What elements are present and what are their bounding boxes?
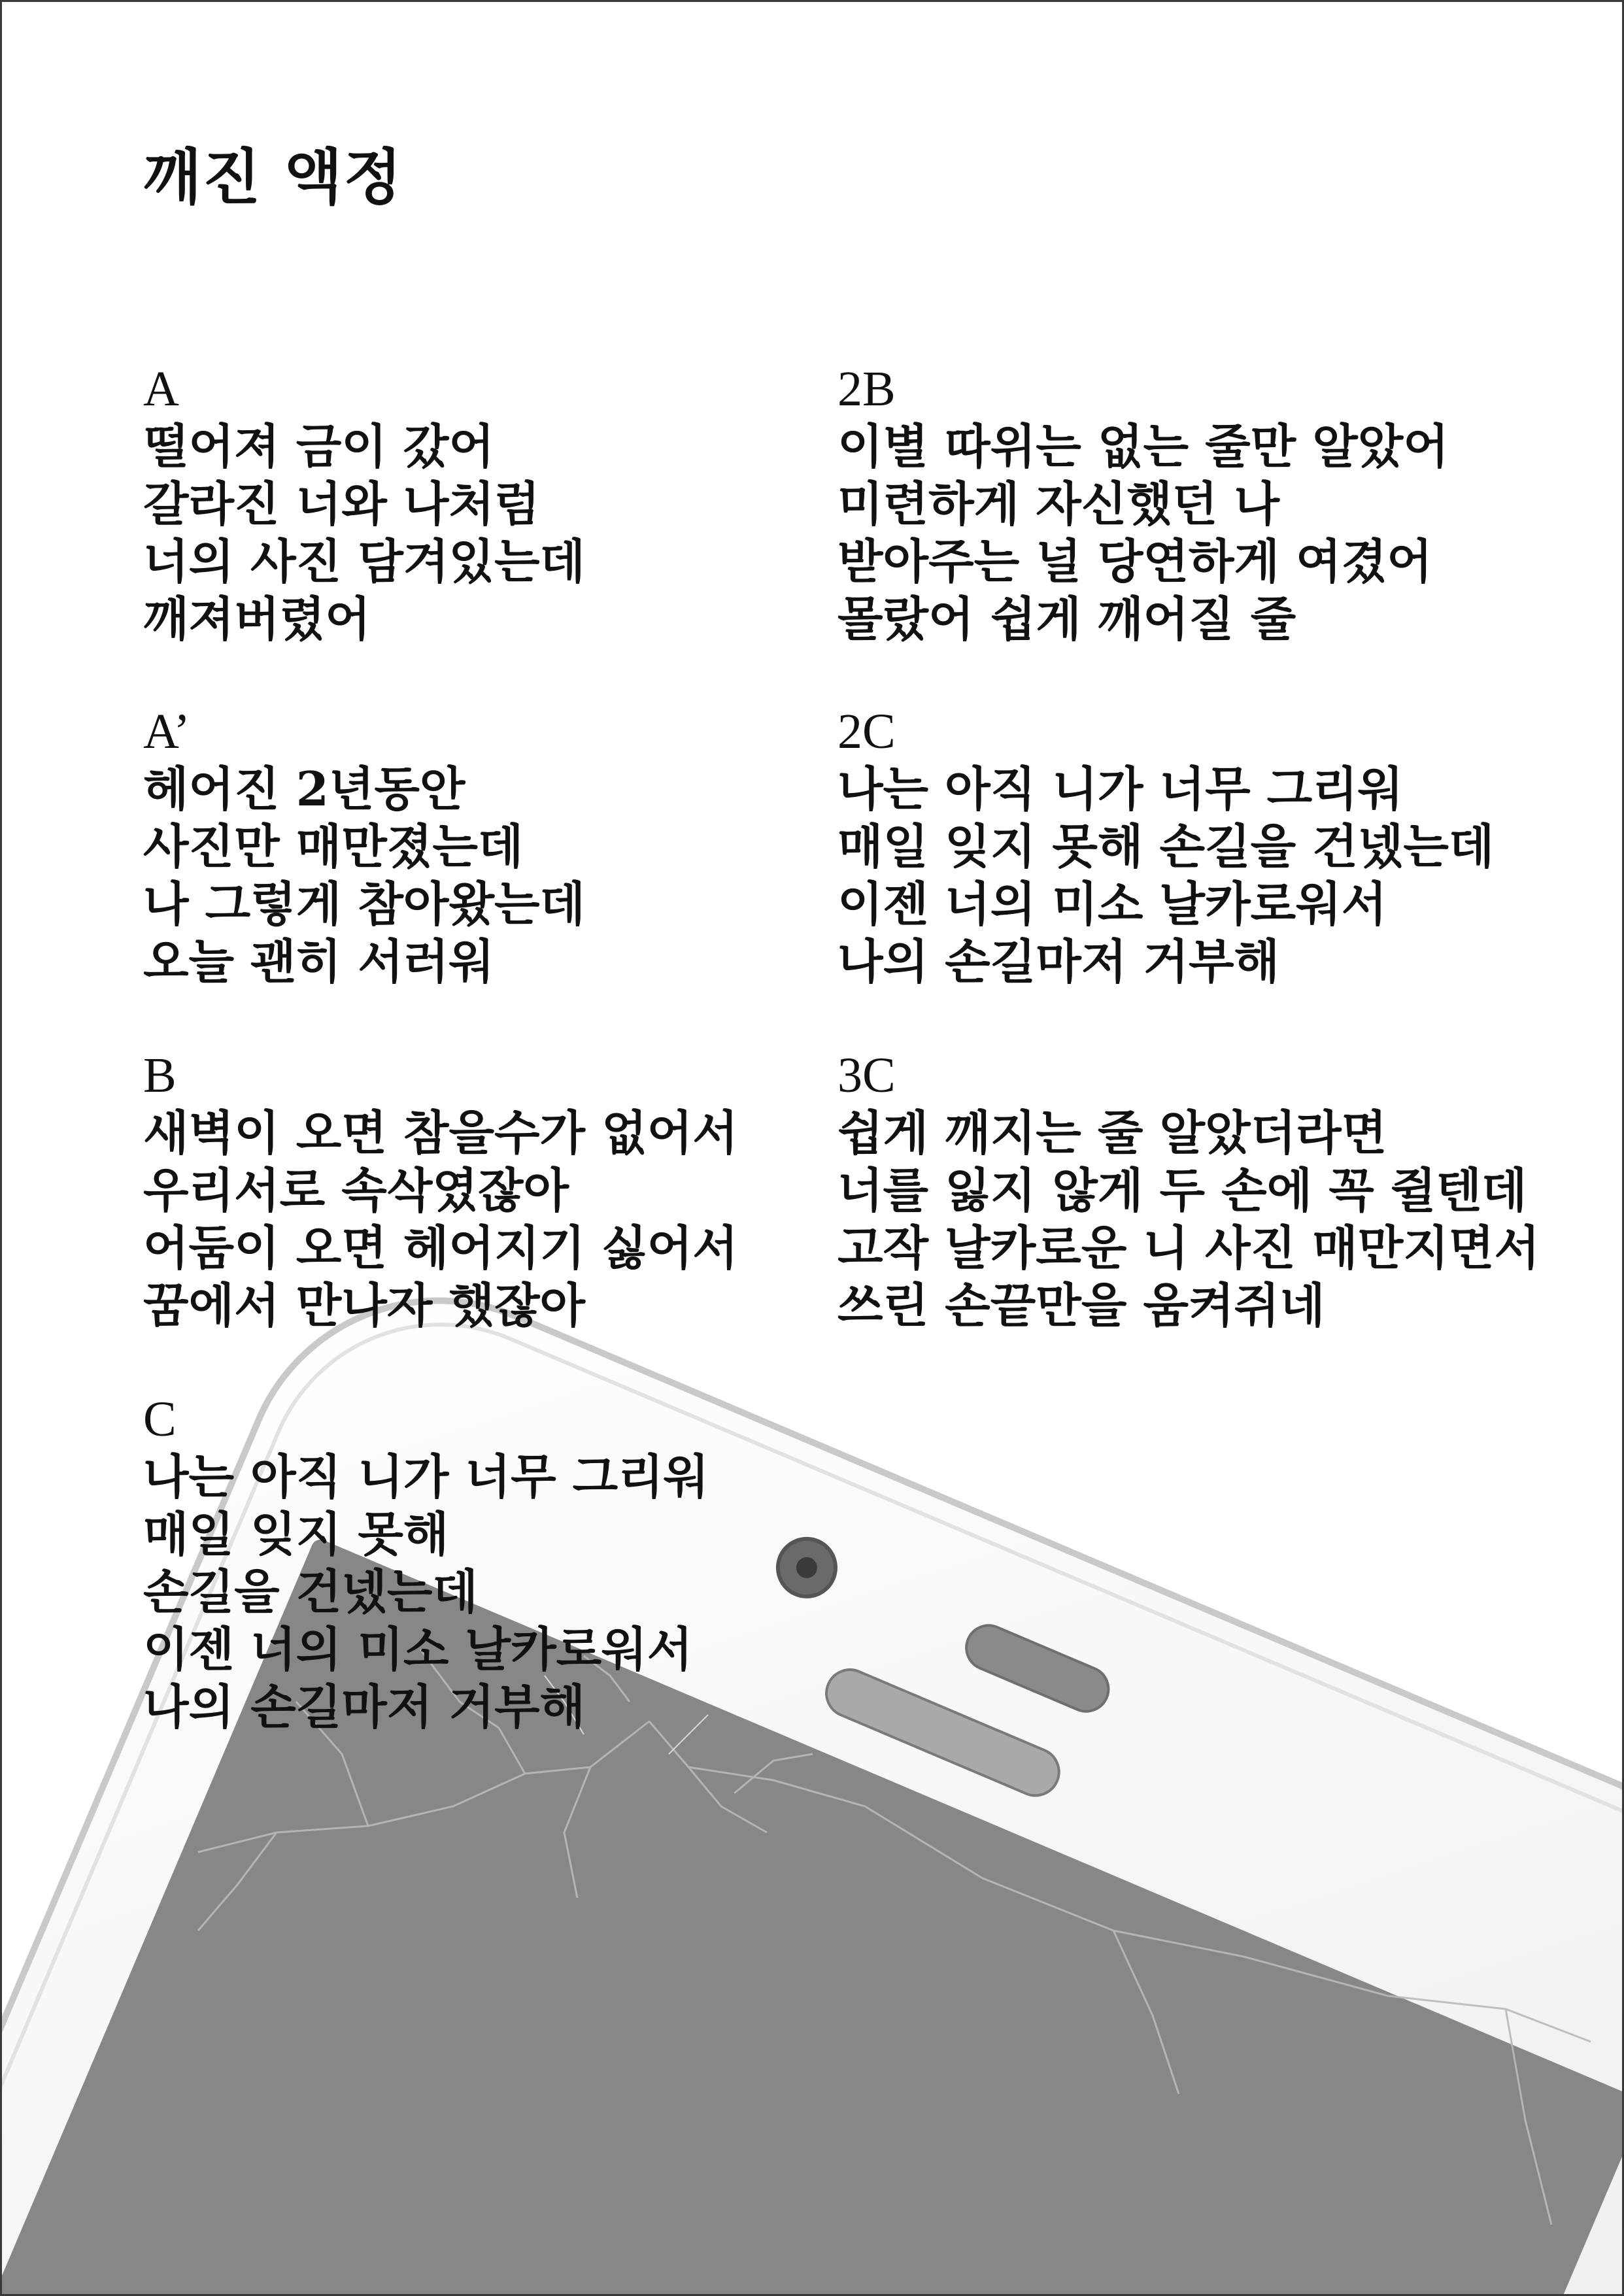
lyric-line: 나는 아직 니가 너무 그리워: [837, 761, 1404, 817]
section-label: C: [143, 1392, 177, 1447]
lyric-line: 떨어져 금이 갔어: [143, 418, 494, 474]
lyrics-section-b: [143, 1047, 849, 1334]
lyric-line: 우리서로 속삭였잖아: [143, 1162, 569, 1218]
lyric-line: 어둠이 오면 헤어지기 싫어서: [143, 1220, 738, 1275]
lyric-line: 나의 손길마저 거부해: [143, 1679, 586, 1734]
lyric-line: 쉽게 깨지는 줄 알았더라면: [837, 1105, 1387, 1160]
lyric-line: 나 그렇게 참아왔는데: [143, 876, 586, 932]
lyric-line: 미련하게 자신했던 나: [837, 476, 1280, 532]
lyric-line: 사진만 매만졌는데: [143, 819, 524, 874]
lyric-line: 몰랐어 쉽게 깨어질 줄: [837, 591, 1296, 647]
section-label: A’: [143, 704, 190, 759]
lyrics-section-2c: [837, 703, 1544, 990]
lyric-line: 받아주는 널 당연하게 여겼어: [837, 533, 1432, 589]
lyric-line: 이젠 너의 미소 날카로워서: [837, 876, 1387, 932]
lyric-line: 너의 사진 담겨있는데: [143, 533, 586, 589]
lyric-line: 손길을 건넸는데: [143, 1564, 478, 1619]
lyric-line: 깨져버렸어: [143, 591, 371, 647]
lyric-line: 매일 잊지 못해: [143, 1506, 449, 1562]
section-label: B: [143, 1048, 177, 1103]
lyrics-section-a-prime: [143, 703, 849, 990]
lyrics-section-3c: [837, 1047, 1544, 1334]
section-label: A: [143, 362, 179, 416]
section-label: 2B: [837, 362, 896, 416]
lyric-line: 갈라진 너와 나처럼: [143, 476, 540, 532]
lyrics-section-c: [143, 1391, 849, 1736]
lyric-line: 고작 날카로운 니 사진 매만지면서: [837, 1220, 1540, 1275]
lyric-line: 오늘 괜히 서러워: [143, 934, 494, 989]
section-label: 3C: [837, 1048, 896, 1103]
lyrics-section-a: [143, 360, 849, 648]
page-title: 깨진 액정: [143, 142, 403, 212]
lyric-line: 이별 따위는 없는 줄만 알았어: [837, 418, 1449, 474]
lyric-line: 나는 아직 니가 너무 그리워: [143, 1449, 709, 1504]
lyric-line: 이젠 너의 미소 날카로워서: [143, 1621, 693, 1677]
lyric-line: 쓰린 손끝만을 움켜쥐네: [837, 1277, 1325, 1333]
lyric-line: 매일 잊지 못해 손길을 건넸는데: [837, 819, 1495, 874]
lyrics-section-2b: [837, 360, 1544, 648]
lyric-line: 헤어진 2년동안: [143, 761, 465, 817]
lyric-line: 나의 손길마저 거부해: [837, 934, 1280, 989]
section-label: 2C: [837, 704, 896, 759]
lyric-line: 꿈에서 만나자 했잖아: [143, 1277, 586, 1333]
lyric-line: 새벽이 오면 참을수가 없어서: [143, 1105, 738, 1160]
lyric-line: 너를 잃지 않게 두 손에 꼭 쥘텐데: [837, 1162, 1527, 1218]
